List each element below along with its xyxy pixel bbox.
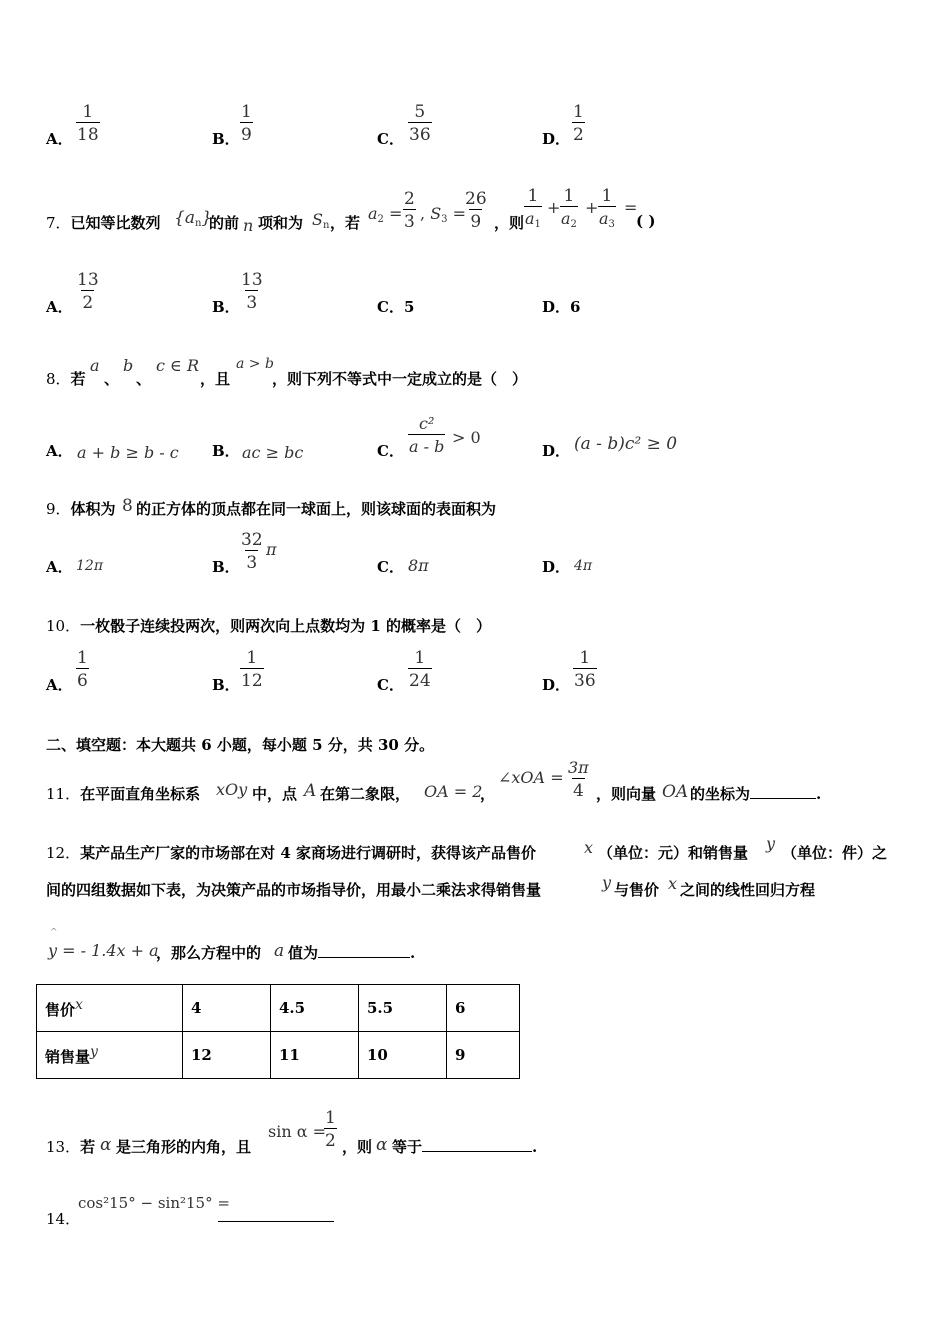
option-label: C． [377, 558, 404, 576]
fraction: $\frac{1}{2}$ [325, 1108, 336, 1151]
fraction: $\frac{1}{9}$ [241, 102, 252, 145]
fraction: $\frac{1}{a_1}$ [524, 186, 542, 235]
fraction: $\frac{\text{c²}}{a - b}$ [409, 414, 445, 456]
answer-blank[interactable] [750, 798, 816, 799]
fraction: $\frac{5}{36}$ [409, 102, 431, 145]
fraction: $\frac{13}{3}$ [241, 270, 263, 313]
option-label: D． [542, 558, 571, 576]
option-label: B． [212, 558, 240, 576]
section-heading: 二、填空题：本大题共 6 小题，每小题 5 分，共 30 分。 [46, 736, 435, 754]
table-cell: 10 [359, 1032, 447, 1079]
sequence-symbol: $\{a_n\}$ [174, 208, 213, 229]
fraction: $\frac{1}{6}$ [77, 648, 88, 691]
question-number: 8． [46, 370, 71, 388]
fraction: $\frac{26}{9}$ [465, 189, 487, 232]
table-cell: 6 [447, 985, 520, 1032]
question-number: 14． [46, 1210, 81, 1228]
fraction: $\frac{13}{2}$ [77, 270, 99, 313]
table-cell: 销售量y [37, 1032, 183, 1079]
fraction: $\frac{1}{36}$ [574, 648, 596, 691]
answer-blank[interactable] [318, 957, 410, 958]
fraction: $\frac{1}{a_2}$ [560, 186, 578, 235]
option-label: D．6 [542, 298, 581, 316]
fraction: $\frac{1}{24}$ [409, 648, 431, 691]
option-label: B． [212, 676, 240, 694]
option-label: A． [46, 558, 73, 576]
answer-blank[interactable] [218, 1220, 334, 1222]
option-label: D． [542, 676, 571, 694]
option-label: D． [542, 130, 571, 148]
option-label: B． [212, 130, 240, 148]
option-label: C． [377, 130, 404, 148]
fraction: $\frac{2}{3}$ [404, 189, 415, 232]
question-number: 11． [46, 785, 81, 803]
option-label: A． [46, 676, 73, 694]
fraction: $\frac{32}{3}$ [241, 530, 263, 573]
question-number: 13． [46, 1138, 81, 1156]
table-row [37, 985, 520, 1032]
table-cell: 售价x [37, 985, 183, 1032]
option-label: C．5 [377, 298, 415, 316]
table-cell: 4 [183, 985, 271, 1032]
table-cell: 5.5 [359, 985, 447, 1032]
table-cell: 12 [183, 1032, 271, 1079]
fraction: $\frac{3\pi}{4}$ [568, 758, 589, 801]
option-label: D． [542, 442, 571, 460]
fraction: $\frac{1}{a_3}$ [598, 186, 616, 235]
table-cell: 4.5 [271, 985, 359, 1032]
option-label: A． [46, 298, 73, 316]
fraction: $\frac{1}{2}$ [573, 102, 584, 145]
table-cell: 11 [271, 1032, 359, 1079]
answer-blank[interactable] [422, 1151, 532, 1152]
fraction: $\frac{1}{12}$ [241, 648, 263, 691]
option-label: C． [377, 442, 404, 460]
table-row [37, 1032, 520, 1079]
option-label: B． [212, 298, 240, 316]
option-label: A． [46, 442, 73, 460]
question-number: 12． [46, 844, 81, 862]
question-number: 10． [46, 617, 81, 635]
question-number: 9． [46, 500, 71, 518]
data-table [36, 984, 520, 1079]
question-number: 7． [46, 214, 71, 232]
option-label: B． [212, 442, 240, 460]
option-label: C． [377, 676, 404, 694]
table-cell: 9 [447, 1032, 520, 1079]
option-label: A． [46, 130, 73, 148]
fraction: $\frac{1}{18}$ [77, 102, 99, 145]
